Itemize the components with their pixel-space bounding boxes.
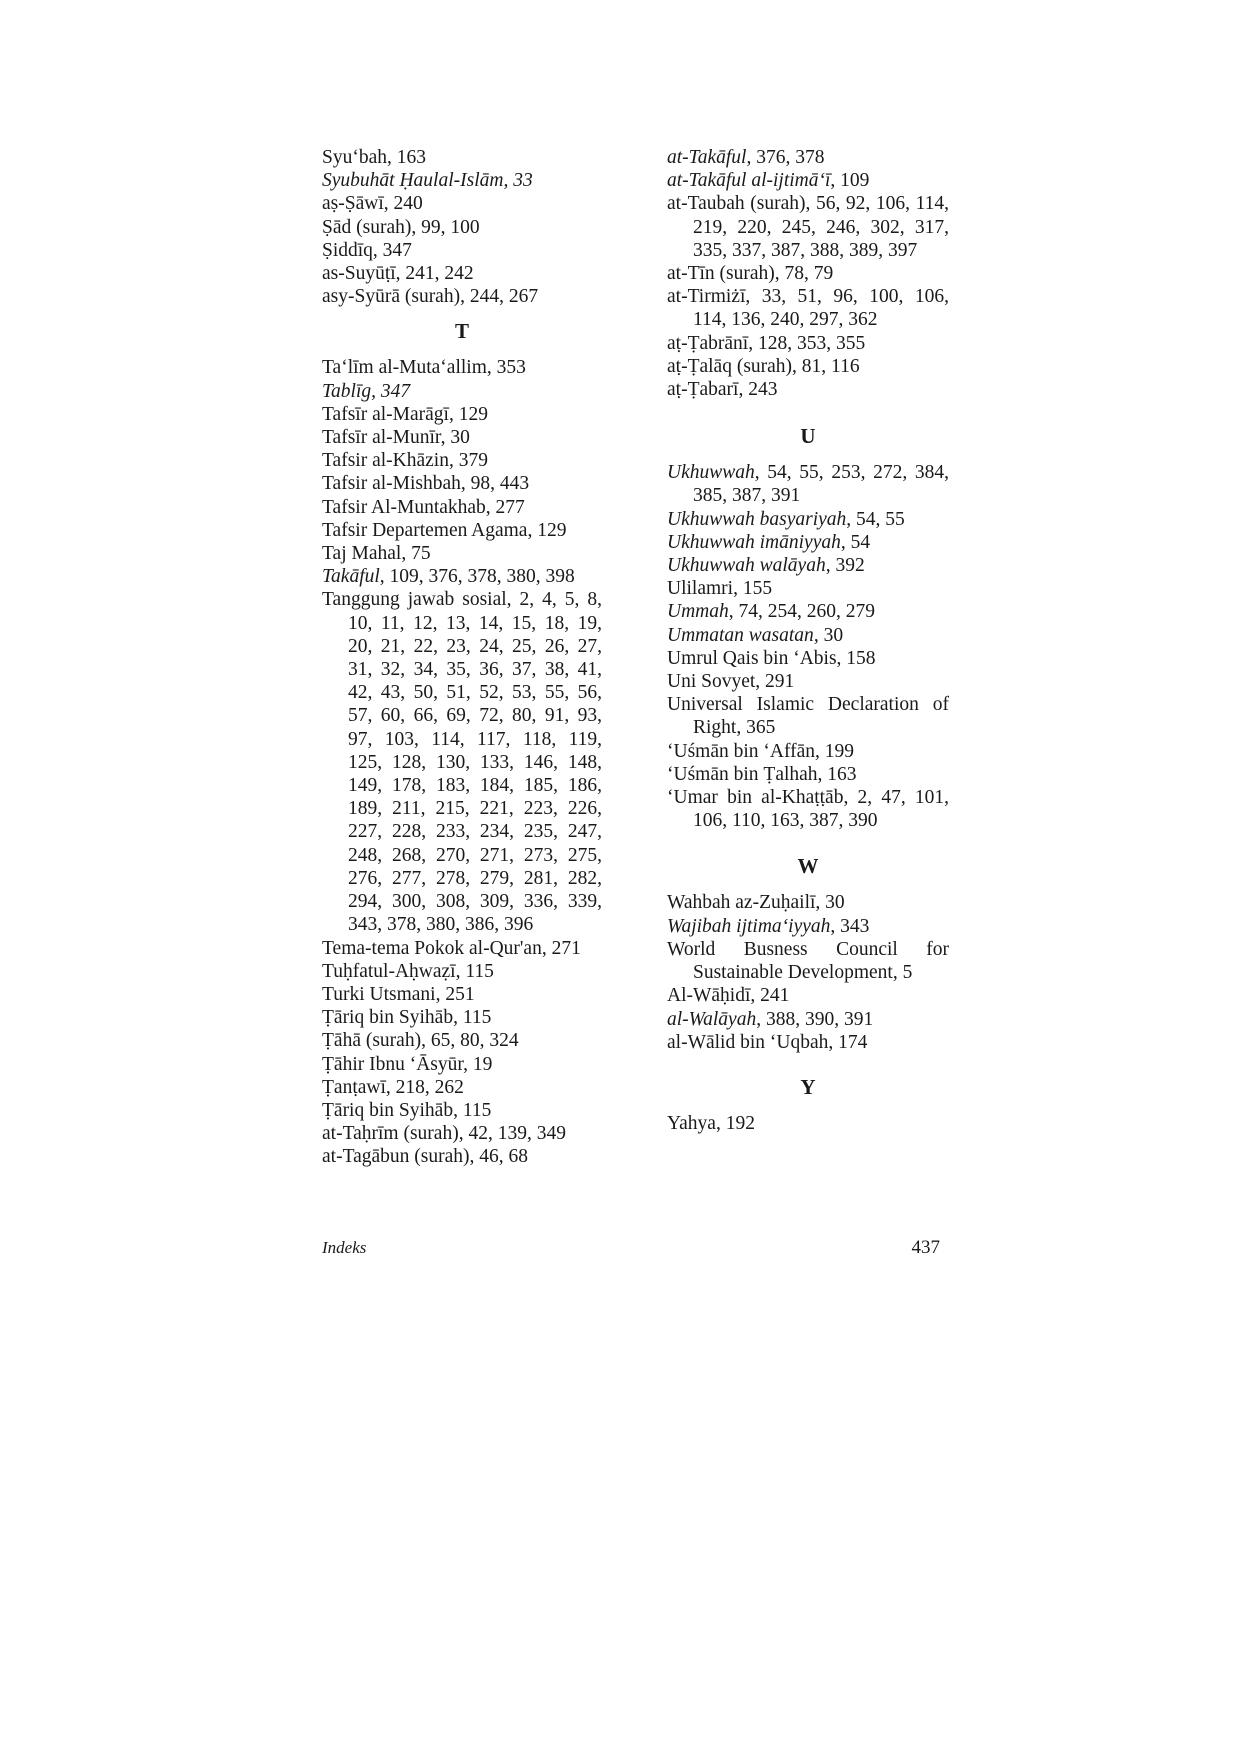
index-entry — [667, 1031, 949, 1054]
footer-section-label: Indeks — [322, 1238, 367, 1257]
index-entry-text: Universal Islamic Declaration of Right, 365 — [667, 694, 949, 739]
index-entry: Tanggung jawab sosial, 2, 4, 5, 8, 10, 11, 12, 13, 14, 15, 18, 19, 20, 21, 22, 23, 24, 25, 26, 27, 31, 32, 34, 35, 36, 37, 38, 41, 42, 43, 50, 51, 52, 53, 55, 56, 57, 60, 66, 69, 72, 80, 91, 93, 97, 103, 114, 117, 118, 119, 125, 128, 130, 133, 146, 148, 149, 178, 183, 184, 185, 186, 189, 211, 215, 221, 223, 226, 227, 228, 233, 234, 235, 247, 248, 268, 270, 271, 273, 275, 276, 277, 278, 279, 281, 282, 294, 300, 308, 309, 336, 339, 343, 378, 380, 386, 396 — [322, 589, 602, 936]
index-entry — [667, 740, 949, 763]
index-entry — [667, 378, 949, 401]
index-entry-text: at-Taubah (surah), 56, 92, 106, 114, 219, 220, 245, 246, 302, 317, 335, 337, 387, 388, 389, 397 — [667, 193, 949, 261]
index-entry-text: World Busness Council for Sustainable Development, 5 — [667, 938, 949, 984]
index-entry-text: aṭ-Ṭabrānī, 128, 353, 355 — [667, 332, 866, 354]
index-entry: asy-Syūrā (surah), 244, 267 — [322, 286, 539, 308]
index-entry: Ṭāriq bin Syihāb, 115 — [322, 1007, 492, 1029]
index-group-t — [322, 356, 602, 1168]
index-group-w — [667, 891, 949, 1053]
index-entry — [667, 647, 949, 670]
index-entry — [667, 461, 949, 507]
index-entry-term: at-Takāful al-ijtimā‘ī — [667, 170, 831, 192]
index-letter-heading-w: W — [797, 854, 819, 879]
index-entry-text: , 54 — [840, 531, 871, 553]
index-column-left — [322, 146, 602, 1169]
index-entry — [667, 1112, 949, 1135]
index-entry-text: aṭ-Ṭalāq (surah), 81, 116 — [667, 355, 860, 377]
index-entry-term: al-Walāyah — [667, 1008, 757, 1030]
index-entry-text: ‘Uśmān bin ‘Affān, 199 — [667, 740, 855, 762]
index-group-s — [322, 146, 602, 308]
index-entry — [667, 332, 949, 355]
index-entry-term: Ummatan wasatan — [667, 624, 814, 646]
index-entry — [667, 355, 949, 378]
index-entry: Tafsir al-Khāzin, 379 — [322, 450, 488, 472]
index-entry: Turki Utsmani, 251 — [322, 983, 475, 1005]
index-entry-term: Wajibah ijtima‘iyyah — [667, 915, 831, 937]
index-entry: at-Taḥrīm (surah), 42, 139, 349 — [322, 1123, 566, 1145]
index-entry-text: , 74, 254, 260, 279 — [728, 601, 875, 623]
index-entry-term: Ukhuwwah imāniyyah — [667, 531, 841, 553]
index-entry — [667, 891, 949, 914]
index-letter-heading-y: Y — [800, 1074, 816, 1099]
index-entry-term: Ukhuwwah basyariyah — [667, 508, 847, 530]
index-entry: Ṣād (surah), 99, 100 — [322, 216, 480, 238]
index-entry-term: Ummah — [667, 601, 729, 623]
index-entry — [667, 146, 949, 169]
index-entry — [667, 531, 949, 554]
index-entry — [322, 565, 602, 588]
index-entry-text: Wahbah az-Zuḥailī, 30 — [667, 892, 845, 914]
index-entry: Ṭāhir Ibnu ‘Āsyūr, 19 — [322, 1053, 493, 1075]
index-group-y — [667, 1112, 949, 1135]
index-entry-text: at-Tīn (surah), 78, 79 — [667, 263, 834, 285]
index-entry: Ṭāriq bin Syihāb, 115 — [322, 1099, 492, 1121]
index-entry-text: , 343 — [830, 915, 870, 937]
index-entry — [667, 554, 949, 577]
index-entry-text: Al-Wāḥidī, 241 — [667, 985, 790, 1007]
index-entry — [667, 915, 949, 938]
index-entry: as-Suyūṭī, 241, 242 — [322, 263, 474, 285]
index-entry: Tafsīr al-Munīr, 30 — [322, 427, 470, 449]
index-entry — [667, 624, 949, 647]
index-entry — [667, 600, 949, 623]
index-entry-term: Ukhuwwah walāyah — [667, 555, 826, 577]
index-entry-text: , 109, 376, 378, 380, 398 — [379, 566, 575, 588]
index-entry-text: , 30 — [813, 624, 844, 646]
index-entry-text: , 109 — [830, 170, 870, 192]
index-entry-text: , 54, 55 — [846, 508, 905, 530]
index-entry: Tuḥfatul-Aḥwaẓī, 115 — [322, 960, 494, 982]
index-entry — [667, 693, 949, 739]
index-entry-text: aṭ-Ṭabarī, 243 — [667, 379, 778, 401]
index-entry-text: Ulilamri, 155 — [667, 578, 773, 600]
index-entry: Syu‘bah, 163 — [322, 147, 426, 168]
index-entry — [667, 262, 949, 285]
index-entry-term: at-Takāful — [667, 147, 747, 168]
index-entry-text: ‘Uśmān bin Ṭalhah, 163 — [667, 763, 857, 785]
index-entry-text: Uni Sovyet, 291 — [667, 671, 795, 693]
index-entry-text: , 54, 55, 253, 272, 384, 385, 387, 391 — [693, 462, 949, 507]
index-entry — [667, 285, 949, 331]
index-entry-text: ‘Umar bin al-Khaṭṭāb, 2, 47, 101, 106, 110, 163, 387, 390 — [667, 787, 949, 832]
index-entry: Ta‘līm al-Muta‘allim, 353 — [322, 357, 526, 379]
index-entry — [667, 192, 949, 262]
index-entry — [667, 1008, 949, 1031]
index-entry: Tafsir Al-Muntakhab, 277 — [322, 496, 525, 518]
index-entry — [667, 670, 949, 693]
index-entry: Tema-tema Pokok al-Qur'an, 271 — [322, 937, 581, 959]
index-entry-text: al-Wālid bin ‘Uqbah, 174 — [667, 1031, 868, 1053]
index-entry-text: Yahya, 192 — [667, 1112, 755, 1134]
index-entry — [667, 577, 949, 600]
index-entry: Tafsir al-Mishbah, 98, 443 — [322, 473, 530, 495]
index-entry: Ṭanṭawī, 218, 262 — [322, 1076, 464, 1098]
index-entry-text: Umrul Qais bin ‘Abis, 158 — [667, 647, 876, 669]
index-entry: Syubuhāt Ḥaulal-Islām, 33 — [322, 170, 533, 192]
index-entry: Taj Mahal, 75 — [322, 543, 431, 565]
index-entry — [667, 984, 949, 1007]
index-entry-text: at-Tirmiżī, 33, 51, 96, 100, 106, 114, 136, 240, 297, 362 — [667, 286, 949, 331]
index-entry: Tafsir Departemen Agama, 129 — [322, 519, 567, 541]
index-entry: Tafsīr al-Marāgī, 129 — [322, 403, 488, 425]
index-entry-text: , 392 — [825, 555, 865, 577]
index-entry-text: , 388, 390, 391 — [756, 1008, 874, 1030]
index-entry — [667, 763, 949, 786]
index-letter-heading-u: U — [800, 424, 816, 449]
index-column-right — [667, 146, 949, 1135]
footer-page-number: 437 — [911, 1237, 940, 1258]
index-group-u — [667, 461, 949, 832]
index-entry: Tablīg, 347 — [322, 380, 411, 402]
index-entry: Ṭāhā (surah), 65, 80, 324 — [322, 1030, 519, 1052]
index-entry: at-Tagābun (surah), 46, 68 — [322, 1146, 529, 1168]
index-entry-term: Ukhuwwah — [667, 462, 755, 484]
index-entry-text: , 376, 378 — [746, 147, 825, 168]
index-entry-term: Takāful — [322, 566, 380, 588]
index-entry: aṣ-Ṣāwī, 240 — [322, 193, 423, 215]
index-entry — [667, 786, 949, 832]
index-entry — [667, 508, 949, 531]
index-group-t-continued — [667, 146, 949, 401]
index-letter-heading-t: T — [454, 319, 469, 344]
index-entry — [667, 169, 949, 192]
index-entry: Ṣiddīq, 347 — [322, 239, 412, 261]
index-entry — [667, 938, 949, 984]
